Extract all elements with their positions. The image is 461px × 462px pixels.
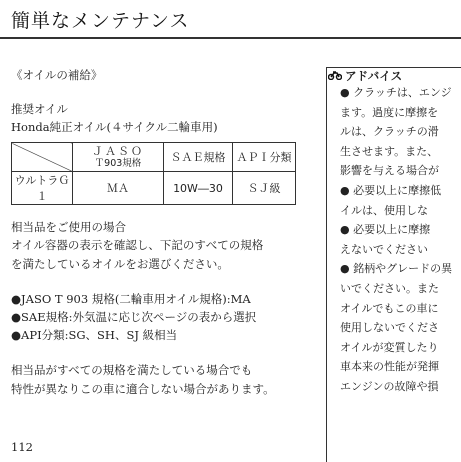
advice-line: 影響を与える場合が: [340, 164, 439, 178]
advice-line: オイルでもこの車に: [340, 301, 439, 315]
equivalent-heading: 相当品をご使用の場合: [11, 220, 126, 234]
header-sae: ＳＡＥ規格: [164, 143, 233, 172]
oil-spec-table: [11, 142, 296, 205]
page-title: 簡単なメンテナンス: [11, 10, 190, 32]
advice-line: エンジンの故障や損: [340, 380, 439, 393]
note-line-2: 特性が異なりこの車に適合しない場合があります。: [11, 382, 275, 396]
advice-line: 生させます。また、: [340, 144, 439, 158]
advice-line: ● 必要以上に摩擦: [340, 223, 431, 237]
advice-line: いでください。また: [340, 282, 439, 295]
recommended-oil-value: Honda純正オイル(４サイクル二輪車用): [11, 120, 218, 134]
advice-line: 車本来の性能が発揮: [340, 360, 439, 374]
row-oil-name: ウルトラＧ１: [12, 172, 73, 205]
recommended-oil-label: 推奨オイル: [11, 102, 68, 116]
section-heading: 《オイルの補給》: [11, 68, 103, 82]
advice-line: 使用しないでくださ: [340, 321, 439, 335]
row-sae-value: 10W―30: [164, 172, 233, 205]
row-api-value: ＳＪ級: [233, 172, 296, 205]
row-jaso-value: ＭＡ: [73, 172, 164, 205]
page-number: 112: [11, 440, 33, 454]
header-jaso: ＪＡＳＯ Ｔ903規格: [73, 143, 164, 172]
advice-line: ルは、クラッチの滑: [340, 125, 439, 139]
advice-line: ● クラッチは、エンジ: [340, 86, 452, 99]
title-divider: [0, 37, 461, 39]
spec-bullet-api: ●API分類:SG、SH、SJ 級相当: [11, 328, 178, 342]
advice-title: アドバイス: [345, 69, 403, 83]
header-api: ＡＰＩ分類: [233, 143, 296, 172]
spec-bullet-jaso: ●JASO T 903 規格(二輪車用オイル規格):MA: [11, 292, 251, 306]
advice-line: オイルが変質したり: [340, 340, 439, 354]
table-corner-cell: [12, 143, 73, 172]
advice-line: ● 必要以上に摩擦低: [340, 184, 442, 197]
advice-line: ます。過度に摩擦を: [340, 105, 439, 119]
advice-line: えないでください: [340, 242, 428, 256]
advice-line: イルは、使用しな: [340, 203, 428, 217]
motorcycle-icon: [328, 69, 342, 83]
note-line-1: 相当品がすべての規格を満たしている場合でも: [11, 363, 253, 377]
equivalent-line-1: オイル容器の表示を確認し、下記のすべての規格: [11, 238, 264, 252]
advice-line: ● 銘柄やグレードの異: [340, 262, 453, 276]
equivalent-line-2: を満たしているオイルをお選びください。: [11, 257, 229, 271]
spec-bullet-sae: ●SAE規格:外気温に応じ次ページの表から選択: [11, 310, 257, 324]
